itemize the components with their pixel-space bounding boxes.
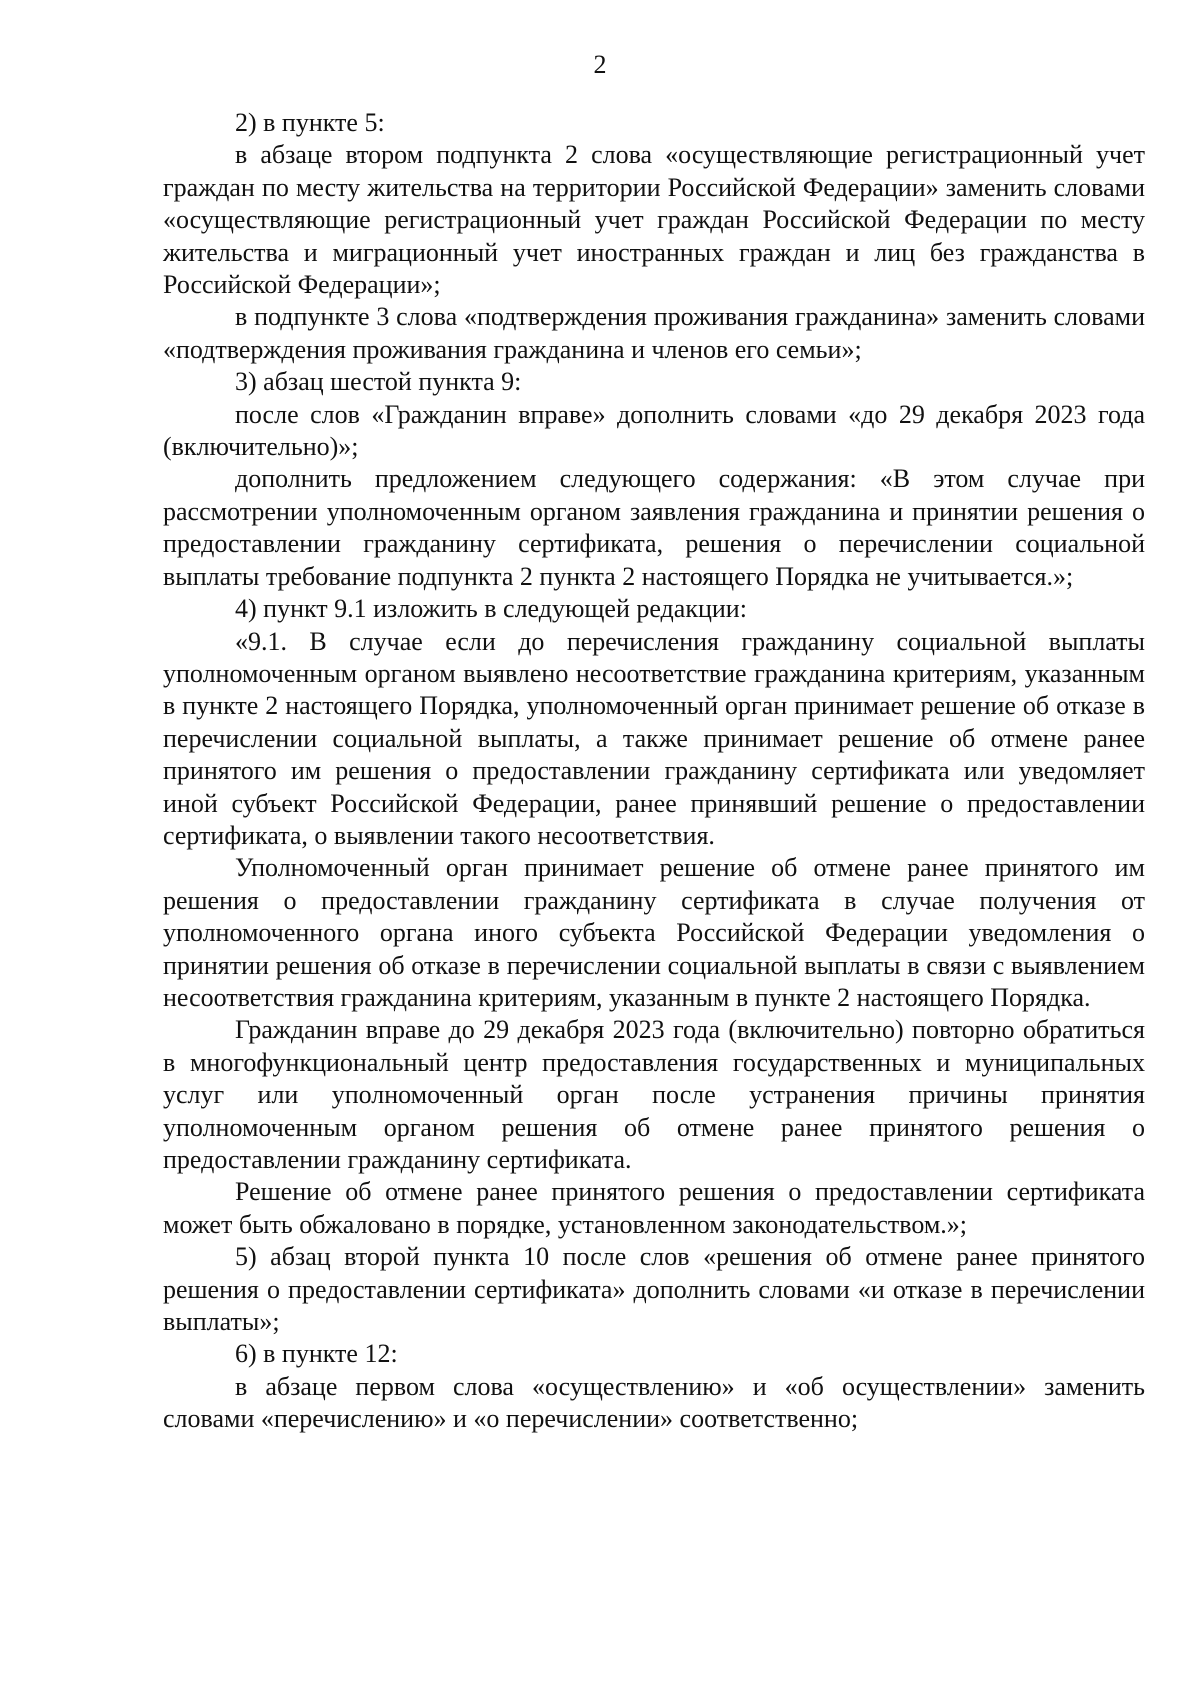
paragraph: после слов «Гражданин вправе» дополнить словами «до 29 декабря 2023 года (включительно)»; bbox=[163, 399, 1145, 462]
paragraph: 3) абзац шестой пункта 9: bbox=[235, 367, 522, 397]
paragraph: 5) абзац второй пункта 10 после слов «решения об отмене ранее принятого решения о предоставлении сертификата» дополнить словами «и отказе в перечислении выплаты»; bbox=[163, 1242, 1145, 1337]
paragraph: Уполномоченный орган принимает решение об отмене ранее принятого им решения о предоставлении гражданину сертификата в случае получения от уполномоченного органа иного субъекта Российской Федерации уведомления о принятии решения об отказе в перечислении социальной выплаты в связи с выявлением несоответствия гражданина критериям, указанным в пункте 2 настоящего Порядка. bbox=[163, 853, 1145, 1012]
paragraph: 4) пункт 9.1 изложить в следующей редакции: bbox=[235, 594, 747, 624]
paragraph: 6) в пункте 12: bbox=[235, 1339, 398, 1369]
paragraph: в абзаце втором подпункта 2 слова «осуществляющие регистрационный учет граждан по месту жительства на территории Российской Федерации» заменить словами «осуществляющие регистрационный учет граждан Российской Федерации по месту жительства и миграционный учет иностранных граждан и лиц без гражданства в Российской Федерации»; bbox=[163, 140, 1145, 300]
paragraph: 2) в пункте 5: bbox=[235, 108, 385, 137]
paragraph: Гражданин вправе до 29 декабря 2023 года (включительно) повторно обратиться в многофункциональный центр предоставления государственных и муниципальных услуг или уполномоченный орган после устранения причины принятия уполномоченным органом решения об отмене ранее принятого решения о предоставлении гражданину сертификата. bbox=[163, 1015, 1145, 1174]
paragraph: дополнить предложением следующего содержания: «В этом случае при рассмотрении уполномоченным органом заявления гражданина и принятии решения о предоставлении гражданину сертификата, решения о перечислении социальной выплаты требование подпункта 2 пункта 2 настоящего Порядка не учитывается.»; bbox=[163, 464, 1145, 591]
page-number: 2 bbox=[593, 50, 607, 79]
paragraph: «9.1. В случае если до перечисления гражданину социальной выплаты уполномоченным органом выявлено несоответствие гражданина критериям, указанным в пункте 2 настоящего Порядка, уполномоченный орган принимает решение об отказе в перечислении социальной выплаты, а также принимает решение об отмене ранее принятого им решения о предоставлении гражданину сертификата или уведомляет иной субъект Российской Федерации, ранее принявший решение о предоставлении сертификата, о выявлении такого несоответствия. bbox=[163, 626, 1145, 850]
paragraph: в абзаце первом слова «осуществлению» и «об осуществлении» заменить словами «перечислению» и «о перечислении» соответственно; bbox=[163, 1371, 1145, 1434]
paragraph: Решение об отмене ранее принятого решения о предоставлении сертификата может быть обжаловано в порядке, установленном законодательством.»; bbox=[163, 1177, 1145, 1239]
document-body bbox=[163, 107, 1145, 1436]
paragraph: в подпункте 3 слова «подтверждения проживания гражданина» заменить словами «подтверждения проживания гражданина и членов его семьи»; bbox=[163, 302, 1145, 364]
